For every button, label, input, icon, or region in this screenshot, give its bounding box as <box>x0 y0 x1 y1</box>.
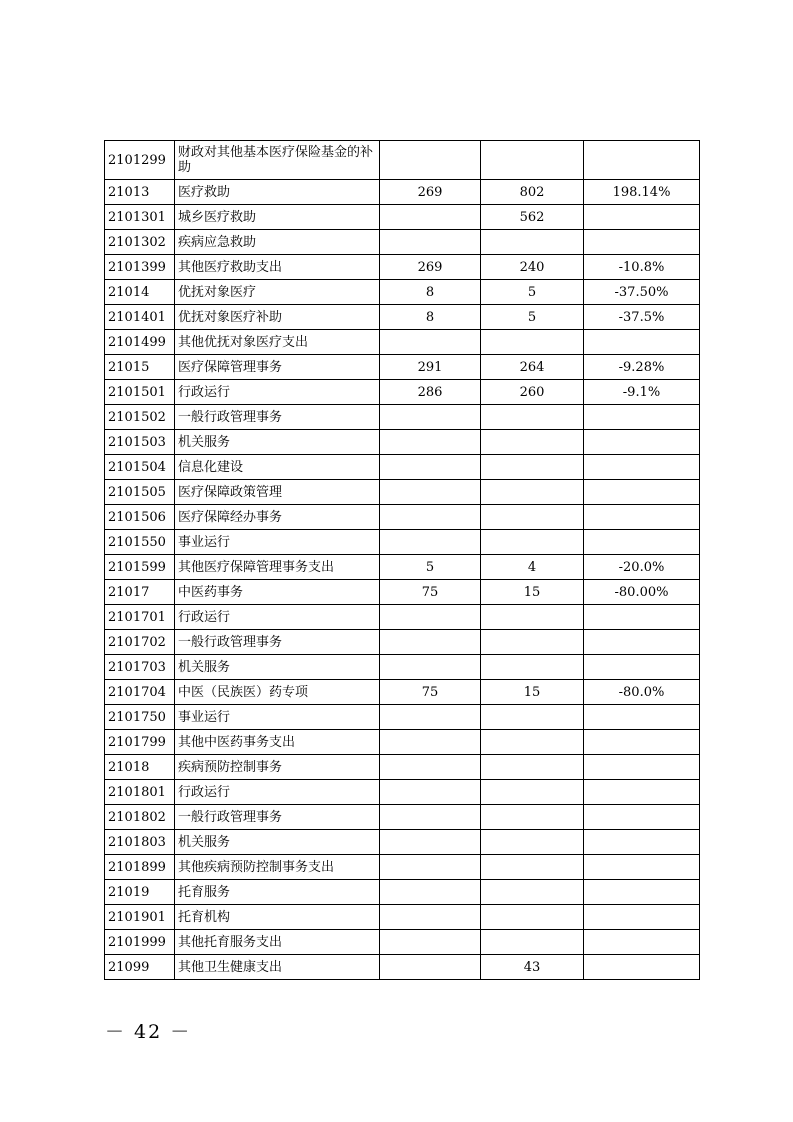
code-cell: 21015 <box>105 355 175 380</box>
name-cell: 行政运行 <box>175 780 380 805</box>
prev-value-cell <box>380 930 481 955</box>
current-value-cell <box>481 805 584 830</box>
prev-value-cell <box>380 780 481 805</box>
table-row <box>105 680 700 705</box>
name-cell: 机关服务 <box>175 430 380 455</box>
name-cell: 行政运行 <box>175 605 380 630</box>
table-row <box>105 355 700 380</box>
current-value-cell <box>481 705 584 730</box>
name-cell: 一般行政管理事务 <box>175 805 380 830</box>
prev-value-cell <box>380 455 481 480</box>
current-value-cell <box>481 630 584 655</box>
current-value-cell <box>481 855 584 880</box>
current-value-cell: 43 <box>481 955 584 980</box>
prev-value-cell <box>380 405 481 430</box>
code-cell: 21013 <box>105 180 175 205</box>
table-row <box>105 380 700 405</box>
current-value-cell: 15 <box>481 680 584 705</box>
prev-value-cell: 75 <box>380 580 481 605</box>
change-percent-cell <box>584 655 700 680</box>
change-percent-cell <box>584 630 700 655</box>
table-row <box>105 305 700 330</box>
name-cell: 其他卫生健康支出 <box>175 955 380 980</box>
current-value-cell <box>481 430 584 455</box>
name-cell: 其他疾病预防控制事务支出 <box>175 855 380 880</box>
code-cell: 21018 <box>105 755 175 780</box>
prev-value-cell <box>380 755 481 780</box>
name-cell: 医疗保障经办事务 <box>175 505 380 530</box>
code-cell: 2101401 <box>105 305 175 330</box>
prev-value-cell <box>380 805 481 830</box>
name-cell: 医疗救助 <box>175 180 380 205</box>
prev-value-cell <box>380 430 481 455</box>
change-percent-cell: -80.0% <box>584 680 700 705</box>
prev-value-cell <box>380 205 481 230</box>
change-percent-cell: -37.50% <box>584 280 700 305</box>
change-percent-cell: -20.0% <box>584 555 700 580</box>
table-row <box>105 705 700 730</box>
prev-value-cell <box>380 230 481 255</box>
prev-value-cell <box>380 630 481 655</box>
current-value-cell: 260 <box>481 380 584 405</box>
change-percent-cell <box>584 955 700 980</box>
code-cell: 2101399 <box>105 255 175 280</box>
code-cell: 2101801 <box>105 780 175 805</box>
code-cell: 2101799 <box>105 730 175 755</box>
table-row <box>105 205 700 230</box>
change-percent-cell <box>584 530 700 555</box>
code-cell: 2101506 <box>105 505 175 530</box>
code-cell: 2101550 <box>105 530 175 555</box>
prev-value-cell: 291 <box>380 355 481 380</box>
code-cell: 2101899 <box>105 855 175 880</box>
current-value-cell <box>481 880 584 905</box>
table-row <box>105 905 700 930</box>
table-row <box>105 555 700 580</box>
change-percent-cell: -9.28% <box>584 355 700 380</box>
code-cell: 2101299 <box>105 141 175 180</box>
current-value-cell: 4 <box>481 555 584 580</box>
name-cell: 其他中医药事务支出 <box>175 730 380 755</box>
name-cell: 其他医疗救助支出 <box>175 255 380 280</box>
name-cell: 事业运行 <box>175 705 380 730</box>
table-row <box>105 880 700 905</box>
current-value-cell <box>481 480 584 505</box>
code-cell: 21017 <box>105 580 175 605</box>
page-number: － 42 － <box>105 1021 192 1043</box>
table-row <box>105 405 700 430</box>
current-value-cell: 5 <box>481 305 584 330</box>
code-cell: 2101599 <box>105 555 175 580</box>
code-cell: 2101503 <box>105 430 175 455</box>
prev-value-cell <box>380 480 481 505</box>
table-row <box>105 255 700 280</box>
name-cell: 财政对其他基本医疗保险基金的补助 <box>175 141 380 180</box>
current-value-cell: 240 <box>481 255 584 280</box>
prev-value-cell: 5 <box>380 555 481 580</box>
change-percent-cell <box>584 430 700 455</box>
change-percent-cell: -37.5% <box>584 305 700 330</box>
name-cell: 疾病预防控制事务 <box>175 755 380 780</box>
table-row <box>105 330 700 355</box>
change-percent-cell <box>584 480 700 505</box>
change-percent-cell <box>584 405 700 430</box>
table-body <box>105 141 700 980</box>
code-cell: 2101301 <box>105 205 175 230</box>
table-row <box>105 530 700 555</box>
table-row <box>105 805 700 830</box>
table-row <box>105 930 700 955</box>
prev-value-cell: 75 <box>380 680 481 705</box>
table-row <box>105 830 700 855</box>
current-value-cell <box>481 730 584 755</box>
change-percent-cell <box>584 930 700 955</box>
current-value-cell: 264 <box>481 355 584 380</box>
current-value-cell <box>481 905 584 930</box>
table-row <box>105 430 700 455</box>
current-value-cell <box>481 330 584 355</box>
change-percent-cell <box>584 780 700 805</box>
current-value-cell <box>481 141 584 180</box>
name-cell: 优抚对象医疗补助 <box>175 305 380 330</box>
name-cell: 疾病应急救助 <box>175 230 380 255</box>
code-cell: 2101803 <box>105 830 175 855</box>
change-percent-cell <box>584 205 700 230</box>
name-cell: 中医（民族医）药专项 <box>175 680 380 705</box>
name-cell: 其他优抚对象医疗支出 <box>175 330 380 355</box>
prev-value-cell <box>380 530 481 555</box>
prev-value-cell <box>380 730 481 755</box>
code-cell: 2101802 <box>105 805 175 830</box>
change-percent-cell: -9.1% <box>584 380 700 405</box>
name-cell: 机关服务 <box>175 655 380 680</box>
code-cell: 2101302 <box>105 230 175 255</box>
code-cell: 21019 <box>105 880 175 905</box>
change-percent-cell <box>584 805 700 830</box>
prev-value-cell: 8 <box>380 280 481 305</box>
name-cell: 行政运行 <box>175 380 380 405</box>
table-row <box>105 505 700 530</box>
table-row <box>105 280 700 305</box>
current-value-cell <box>481 830 584 855</box>
change-percent-cell <box>584 705 700 730</box>
prev-value-cell: 269 <box>380 180 481 205</box>
code-cell: 2101499 <box>105 330 175 355</box>
name-cell: 城乡医疗救助 <box>175 205 380 230</box>
table-row <box>105 141 700 180</box>
current-value-cell <box>481 505 584 530</box>
prev-value-cell <box>380 505 481 530</box>
name-cell: 托育机构 <box>175 905 380 930</box>
change-percent-cell <box>584 605 700 630</box>
table-row <box>105 455 700 480</box>
current-value-cell <box>481 455 584 480</box>
current-value-cell <box>481 605 584 630</box>
prev-value-cell <box>380 705 481 730</box>
change-percent-cell <box>584 830 700 855</box>
table-row <box>105 580 700 605</box>
change-percent-cell <box>584 330 700 355</box>
prev-value-cell <box>380 605 481 630</box>
change-percent-cell <box>584 730 700 755</box>
prev-value-cell <box>380 905 481 930</box>
name-cell: 机关服务 <box>175 830 380 855</box>
code-cell: 2101701 <box>105 605 175 630</box>
table-row <box>105 230 700 255</box>
table-row <box>105 605 700 630</box>
change-percent-cell <box>584 455 700 480</box>
code-cell: 2101505 <box>105 480 175 505</box>
current-value-cell <box>481 655 584 680</box>
name-cell: 托育服务 <box>175 880 380 905</box>
current-value-cell <box>481 530 584 555</box>
current-value-cell <box>481 405 584 430</box>
change-percent-cell: -10.8% <box>584 255 700 280</box>
table-row <box>105 855 700 880</box>
table-row <box>105 480 700 505</box>
table-row <box>105 955 700 980</box>
change-percent-cell <box>584 855 700 880</box>
name-cell: 中医药事务 <box>175 580 380 605</box>
prev-value-cell <box>380 141 481 180</box>
name-cell: 一般行政管理事务 <box>175 405 380 430</box>
current-value-cell: 562 <box>481 205 584 230</box>
change-percent-cell: -80.00% <box>584 580 700 605</box>
prev-value-cell <box>380 830 481 855</box>
change-percent-cell <box>584 230 700 255</box>
table-row <box>105 630 700 655</box>
code-cell: 2101702 <box>105 630 175 655</box>
prev-value-cell <box>380 330 481 355</box>
prev-value-cell: 286 <box>380 380 481 405</box>
name-cell: 医疗保障政策管理 <box>175 480 380 505</box>
name-cell: 信息化建设 <box>175 455 380 480</box>
change-percent-cell <box>584 141 700 180</box>
name-cell: 一般行政管理事务 <box>175 630 380 655</box>
name-cell: 事业运行 <box>175 530 380 555</box>
prev-value-cell: 8 <box>380 305 481 330</box>
code-cell: 2101704 <box>105 680 175 705</box>
table-row <box>105 780 700 805</box>
current-value-cell: 15 <box>481 580 584 605</box>
current-value-cell <box>481 755 584 780</box>
current-value-cell <box>481 230 584 255</box>
prev-value-cell <box>380 855 481 880</box>
code-cell: 21014 <box>105 280 175 305</box>
code-cell: 2101504 <box>105 455 175 480</box>
table-row <box>105 730 700 755</box>
table-row <box>105 655 700 680</box>
current-value-cell <box>481 930 584 955</box>
budget-table <box>104 140 700 980</box>
prev-value-cell <box>380 655 481 680</box>
change-percent-cell <box>584 905 700 930</box>
table-row <box>105 755 700 780</box>
current-value-cell: 802 <box>481 180 584 205</box>
prev-value-cell <box>380 880 481 905</box>
code-cell: 2101501 <box>105 380 175 405</box>
name-cell: 其他托育服务支出 <box>175 930 380 955</box>
change-percent-cell <box>584 505 700 530</box>
name-cell: 其他医疗保障管理事务支出 <box>175 555 380 580</box>
prev-value-cell <box>380 955 481 980</box>
code-cell: 21099 <box>105 955 175 980</box>
code-cell: 2101901 <box>105 905 175 930</box>
name-cell: 医疗保障管理事务 <box>175 355 380 380</box>
table-row <box>105 180 700 205</box>
prev-value-cell: 269 <box>380 255 481 280</box>
code-cell: 2101703 <box>105 655 175 680</box>
current-value-cell <box>481 780 584 805</box>
code-cell: 2101502 <box>105 405 175 430</box>
change-percent-cell <box>584 880 700 905</box>
code-cell: 2101999 <box>105 930 175 955</box>
name-cell: 优抚对象医疗 <box>175 280 380 305</box>
code-cell: 2101750 <box>105 705 175 730</box>
current-value-cell: 5 <box>481 280 584 305</box>
change-percent-cell <box>584 755 700 780</box>
change-percent-cell: 198.14% <box>584 180 700 205</box>
